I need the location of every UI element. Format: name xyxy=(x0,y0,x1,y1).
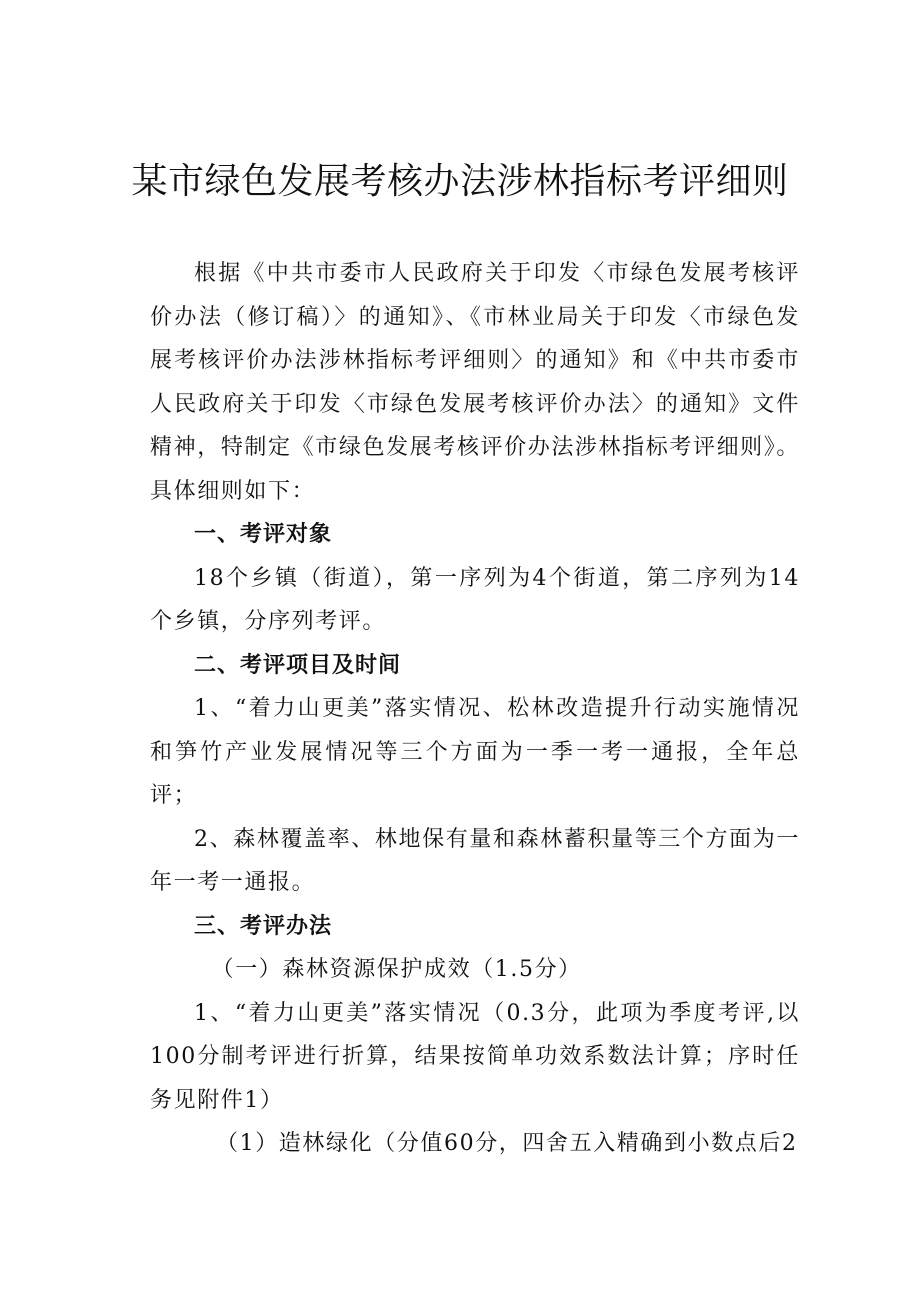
section-heading-methods: 三、考评办法 xyxy=(194,913,333,939)
methods-paragraph-1-1: （1）造林绿化（分值60分，四舍五入精确到小数点后2 xyxy=(216,1131,798,1156)
items-paragraph-1: 1、“着力山更美”落实情况、松林改造提升行动实施情况和笋竹产业发展情况等三个方面为一季一考一通报，全年总评； xyxy=(150,696,800,808)
subsection-heading-forest-protection: （一）森林资源保护成效（1.5分） xyxy=(211,957,582,982)
methods-paragraph-1: 1、“着力山更美”落实情况（0.3分，此项为季度考评,以100分制考评进行折算，结果按简单功效系数法计算；序时任务见附件1） xyxy=(150,1000,800,1113)
section-heading-items-and-time: 二、考评项目及时间 xyxy=(194,652,402,678)
document-title: 某市绿色发展考核办法涉林指标考评细则 xyxy=(131,161,789,202)
intro-paragraph: 根据《中共市委市人民政府关于印发〈市绿色发展考核评价办法（修订稿）〉的通知》、《市林业局关于印发〈市绿色发展考核评价办法涉林指标考评细则〉的通知》和《中共市委市人民政府关于印发〈市绿色发展考核评价办法〉的通知》文件精神，特制定《市绿色发展考核评价办法涉林指标考评细则》。具体细则如下： xyxy=(150,261,800,504)
document-body xyxy=(150,252,800,1166)
section-heading-assessment-targets: 一、考评对象 xyxy=(194,522,333,547)
assessment-targets-paragraph: 18个乡镇（街道），第一序列为4个街道，第二序列为14个乡镇，分序列考评。 xyxy=(150,565,800,634)
items-paragraph-2: 2、森林覆盖率、林地保有量和森林蓄积量等三个方面为一年一考一通报。 xyxy=(150,826,800,895)
